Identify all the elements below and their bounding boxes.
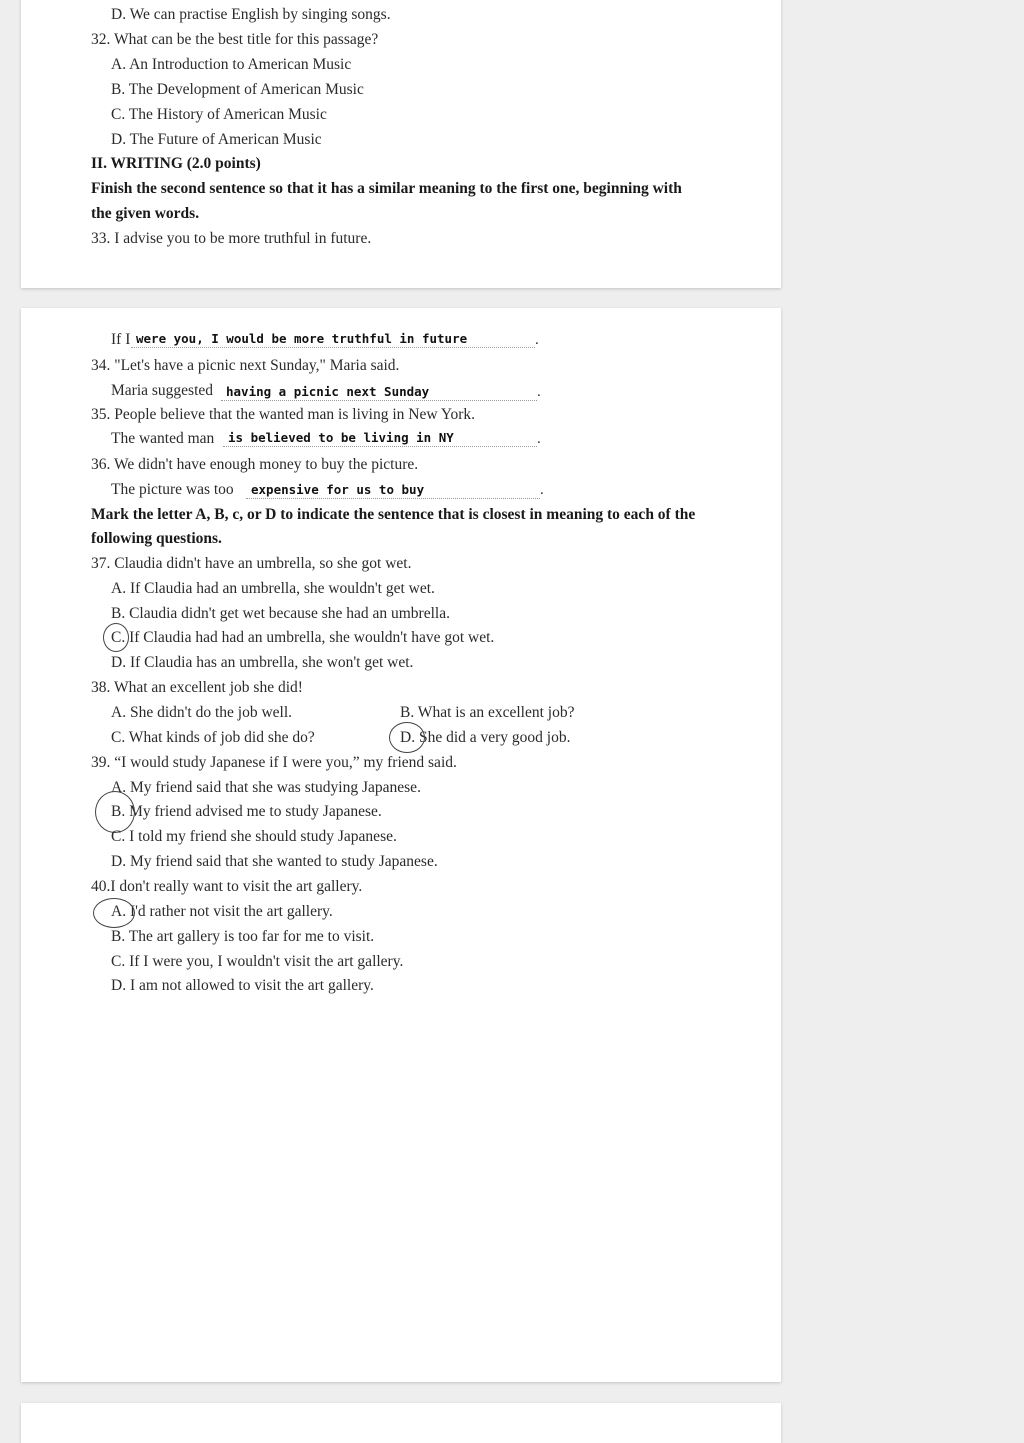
q39-option-d: D. My friend said that she wanted to study Japanese.	[111, 853, 438, 870]
section-heading-writing: II. WRITING (2.0 points)	[91, 155, 261, 172]
q38-option-a: A. She didn't do the job well.	[111, 704, 293, 721]
q34-stem: 34. "Let's have a picnic next Sunday," Maria said.	[91, 357, 400, 374]
q35-prefix: The wanted man	[111, 430, 215, 447]
q32-stem: 32. What can be the best title for this passage?	[91, 31, 379, 48]
q39-option-b: B. My friend advised me to study Japanese.	[111, 803, 382, 820]
q39-option-a: A. My friend said that she was studying Japanese.	[111, 779, 421, 796]
q32-option-a: A. An Introduction to American Music	[111, 56, 352, 73]
writing-instruction-line2: the given words.	[91, 205, 200, 222]
q32-option-c: C. The History of American Music	[111, 106, 327, 123]
q40-option-d: D. I am not allowed to visit the art gallery.	[111, 977, 374, 994]
q40-option-a: A. I'd rather not visit the art gallery.	[111, 903, 333, 920]
q36-stem: 36. We didn't have enough money to buy the picture.	[91, 456, 419, 473]
q34-prefix: Maria suggested	[111, 382, 214, 399]
mcq-instruction-line1: Mark the letter A, B, c, or D to indicate the sentence that is closest in meaning to each of the	[91, 506, 696, 523]
q31-option-d: D. We can practise English by singing songs.	[111, 6, 391, 23]
document-page-1	[21, 0, 781, 288]
q38-stem: 38. What an excellent job she did!	[91, 679, 303, 696]
q32-option-d: D. The Future of American Music	[111, 131, 322, 148]
q37-option-c: C. If Claudia had had an umbrella, she wouldn't have got wet.	[111, 629, 495, 646]
mcq-instruction-line2: following questions.	[91, 530, 222, 547]
q33-prefix: If I	[111, 331, 131, 348]
q35-end-mark: .	[537, 431, 541, 447]
q36-prefix: The picture was too	[111, 481, 234, 498]
q40-stem: 40.I don't really want to visit the art gallery.	[91, 878, 363, 895]
q38-option-b: B. What is an excellent job?	[400, 704, 575, 721]
q36-answer: expensive for us to buy	[251, 482, 425, 497]
document-page-3	[21, 1403, 781, 1443]
q40-option-b: B. The art gallery is too far for me to visit.	[111, 928, 375, 945]
q33-stem: 33. I advise you to be more truthful in future.	[91, 230, 372, 247]
q36-end-mark: .	[540, 482, 544, 498]
q34-answer: having a picnic next Sunday	[226, 384, 430, 399]
q35-answer-blank	[223, 428, 537, 447]
writing-instruction-line1: Finish the second sentence so that it has a similar meaning to the first one, beginning with	[91, 180, 682, 197]
q37-option-d: D. If Claudia has an umbrella, she won't get wet.	[111, 654, 414, 671]
q34-end-mark: .	[537, 384, 541, 400]
q35-stem: 35. People believe that the wanted man is living in New York.	[91, 406, 475, 423]
q39-option-c: C. I told my friend she should study Japanese.	[111, 828, 397, 845]
q39-stem: 39. “I would study Japanese if I were you,” my friend said.	[91, 754, 457, 771]
q36-answer-blank	[246, 480, 540, 499]
q35-answer: is believed to be living in NY	[228, 430, 454, 445]
q37-stem: 37. Claudia didn't have an umbrella, so she got wet.	[91, 555, 412, 572]
document-page-2	[21, 308, 781, 1382]
q33-answer: were you, I would be more truthful in future	[136, 331, 468, 346]
q38-option-d: D. She did a very good job.	[400, 729, 571, 746]
q37-option-b: B. Claudia didn't get wet because she had an umbrella.	[111, 605, 450, 622]
q34-answer-blank	[221, 382, 537, 401]
q32-option-b: B. The Development of American Music	[111, 81, 364, 98]
q37-option-a: A. If Claudia had an umbrella, she wouldn't get wet.	[111, 580, 435, 597]
q33-answer-blank	[131, 329, 535, 348]
q38-option-c: C. What kinds of job did she do?	[111, 729, 315, 746]
q40-option-c: C. If I were you, I wouldn't visit the art gallery.	[111, 953, 404, 970]
q33-end-mark: .	[535, 332, 539, 348]
